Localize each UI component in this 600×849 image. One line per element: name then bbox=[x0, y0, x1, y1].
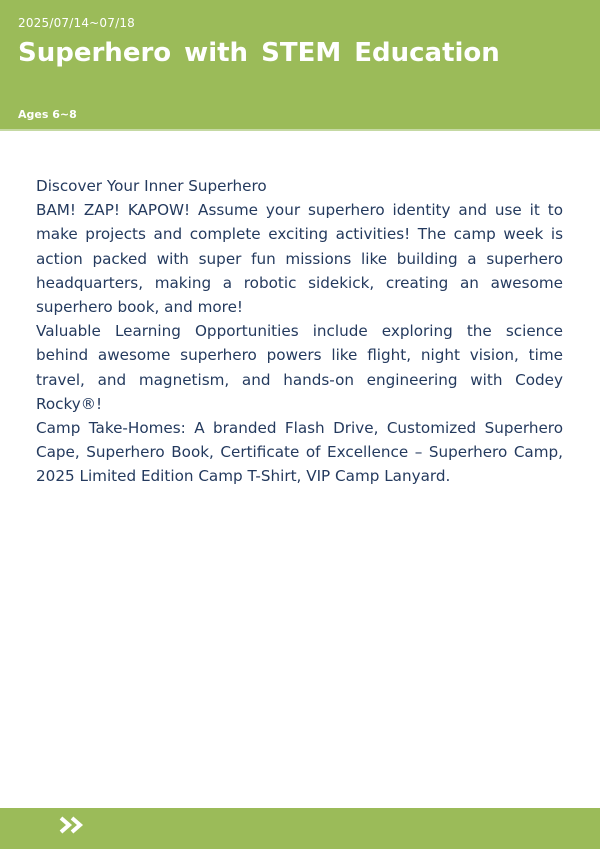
section-heading: Discover Your Inner Superhero bbox=[36, 177, 267, 195]
take-homes-paragraph: Camp Take-Homes: A branded Flash Drive, Customized Superhero Cape, Superhero Book, Certificate of Excellence – Superhero Camp, 2025 Limited Edition Camp T-Shirt, VIP Camp Lanyard. bbox=[36, 419, 563, 486]
age-range: Ages 6~8 bbox=[18, 108, 77, 121]
double-chevron-right-icon bbox=[58, 815, 88, 835]
learning-paragraph: Valuable Learning Opportunities include exploring the science behind awesome superhero powers like flight, night vision, time travel, and magnetism, and hands-on engineering with Codey Rocky®! bbox=[36, 322, 563, 413]
page-title: Superhero with STEM Education bbox=[18, 38, 500, 68]
camp-dates: 2025/07/14~07/18 bbox=[18, 16, 136, 30]
header-banner bbox=[0, 0, 600, 131]
header-divider bbox=[0, 129, 600, 131]
camp-description bbox=[36, 174, 563, 489]
intro-paragraph: BAM! ZAP! KAPOW! Assume your superhero identity and use it to make projects and complete exciting activities! The camp week is action packed with super fun missions like building a superhero headquarters, making a robotic sidekick, creating an awesome superhero book, and more! bbox=[36, 201, 563, 317]
footer-bar bbox=[0, 808, 600, 849]
